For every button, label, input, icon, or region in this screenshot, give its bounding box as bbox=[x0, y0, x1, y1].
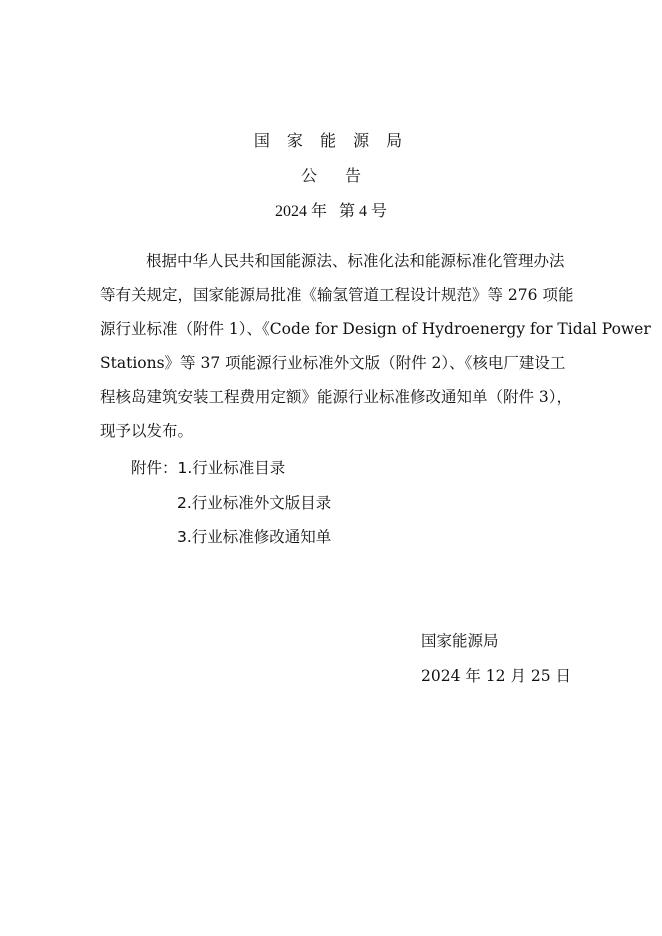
body-line: 根据中华人民共和国能源法、标准化法和能源标准化管理办法 bbox=[146, 252, 565, 270]
attachment-item-3: 3.行业标准修改通知单 bbox=[177, 528, 332, 546]
attachment-item-2: 2.行业标准外文版目录 bbox=[177, 494, 332, 512]
body-line: Stations》等 37 项能源行业标准外文版（附件 2）、《核电厂建设工 bbox=[100, 354, 566, 372]
document-serial: 第 4 号 bbox=[339, 203, 388, 220]
announcement-body bbox=[100, 244, 651, 448]
signature-issuer: 国家能源局 bbox=[421, 632, 499, 650]
body-line: 源行业标准（附件 1）、《Code for Design of Hydroenergy for Tidal Power bbox=[100, 320, 651, 338]
body-line: 现予以发布。 bbox=[100, 422, 194, 440]
signature-date: 2024 年 12 月 25 日 bbox=[421, 667, 572, 685]
body-line: 等有关规定，国家能源局批准《输氢管道工程设计规范》等 276 项能 bbox=[100, 286, 574, 304]
issuer-heading: 国 家 能 源 局 bbox=[253, 131, 409, 150]
document-type-heading: 公告 bbox=[300, 166, 389, 185]
document-number bbox=[0, 198, 662, 221]
attachment-item-1: 附件：1.行业标准目录 bbox=[131, 459, 286, 477]
document-year: 2024 年 bbox=[274, 203, 327, 220]
body-line: 程核岛建筑安装工程费用定额》能源行业标准修改通知单（附件 3）， bbox=[100, 388, 573, 406]
